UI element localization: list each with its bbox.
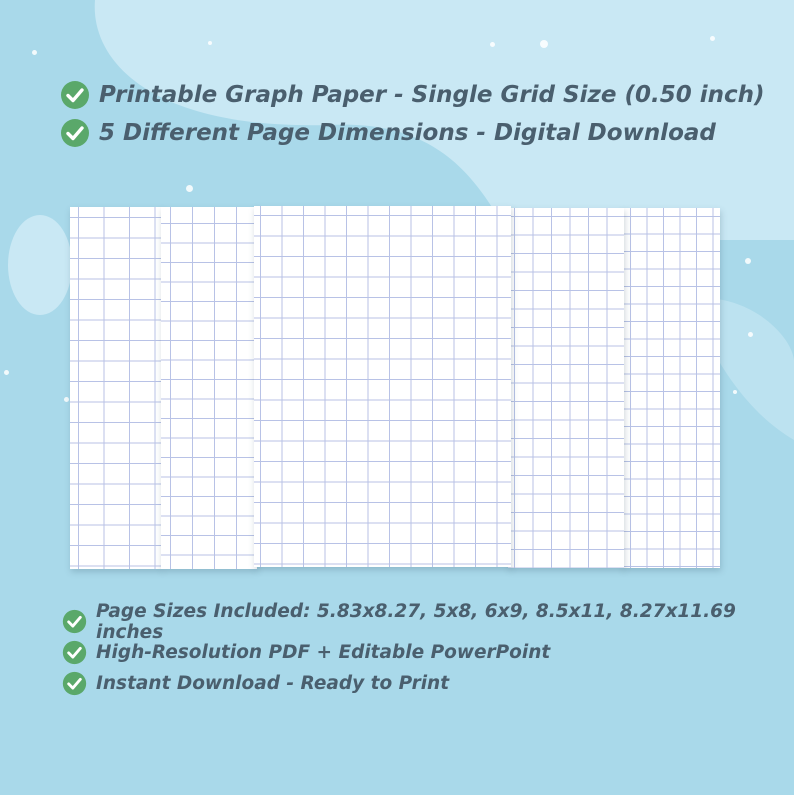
sparkle-dot bbox=[64, 397, 69, 402]
detail-feature-list bbox=[62, 600, 794, 699]
graph-paper-page bbox=[70, 207, 162, 569]
sparkle-dot bbox=[208, 41, 212, 45]
download-text: Instant Download - Ready to Print bbox=[96, 673, 450, 694]
graph-paper-page bbox=[161, 207, 257, 569]
sparkle-dot bbox=[710, 36, 715, 41]
graph-paper-page bbox=[254, 206, 511, 567]
check-circle-icon bbox=[62, 671, 87, 696]
headline-feature-text: Printable Graph Paper - Single Grid Size (0.50 inch) bbox=[99, 82, 765, 108]
sparkle-dot bbox=[540, 40, 548, 48]
headline-feature-text: 5 Different Page Dimensions - Digital Download bbox=[99, 120, 716, 146]
headline-feature bbox=[60, 114, 765, 152]
file-format-text: High-Resolution PDF + Editable PowerPoint bbox=[96, 642, 551, 663]
sparkle-dot bbox=[32, 50, 37, 55]
headline-feature bbox=[60, 76, 765, 114]
check-circle-icon bbox=[62, 640, 87, 665]
page-sizes-text: Page Sizes Included: 5.83x8.27, 5x8, 6x9, 8.5x11, 8.27x11.69 inches bbox=[96, 600, 736, 643]
sparkle-dot bbox=[745, 258, 751, 264]
check-circle-icon bbox=[60, 80, 90, 110]
sparkle-dot bbox=[490, 42, 495, 47]
detail-feature bbox=[62, 668, 794, 699]
sparkle-dot bbox=[733, 390, 737, 394]
sparkle-dot bbox=[186, 185, 193, 192]
sparkle-dot bbox=[748, 332, 753, 337]
graph-paper-page bbox=[622, 208, 720, 568]
graph-paper-page bbox=[508, 208, 624, 568]
headline-feature-list bbox=[60, 76, 765, 152]
check-circle-icon bbox=[60, 118, 90, 148]
detail-feature bbox=[62, 600, 794, 643]
check-circle-icon bbox=[62, 609, 87, 634]
sparkle-dot bbox=[4, 370, 9, 375]
